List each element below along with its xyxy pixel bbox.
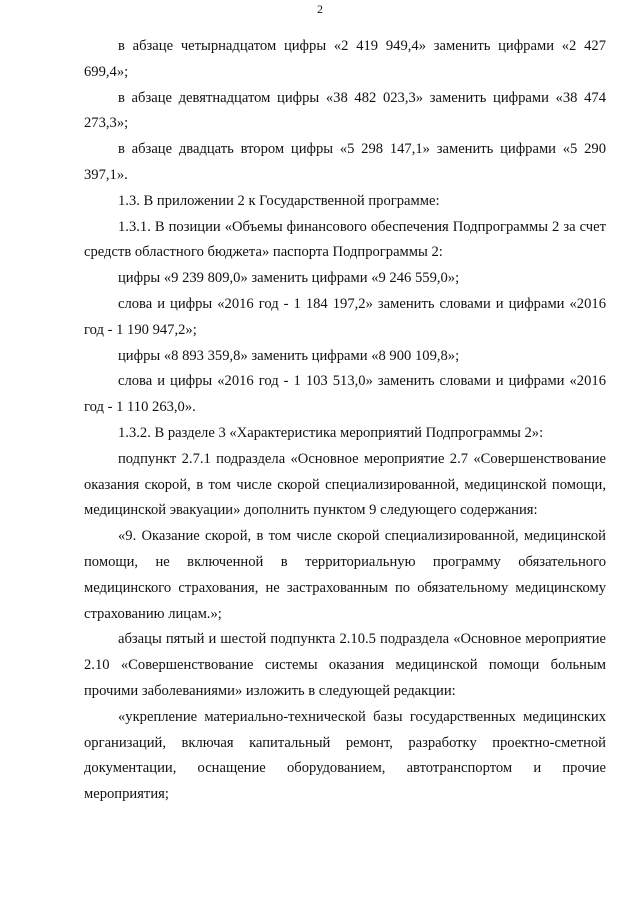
paragraph: 1.3.1. В позиции «Объемы финансового обеспечения Подпрограммы 2 за счет средств областного бюджета» паспорта Подпрограммы 2:: [84, 218, 606, 261]
paragraph: 1.3.2. В разделе 3 «Характеристика мероприятий Подпрограммы 2»:: [118, 424, 544, 441]
paragraph: в абзаце двадцать втором цифры «5 298 147,1» заменить цифрами «5 290 397,1».: [84, 141, 606, 183]
paragraph: 1.3. В приложении 2 к Государственной программе:: [118, 192, 440, 209]
paragraph: подпункт 2.7.1 подраздела «Основное мероприятие 2.7 «Совершенствование оказания скорой, в том числе скорой специализированной, медицинской помощи, медицинской эвакуации» дополнить пунктом 9 следующего содержания:: [84, 450, 606, 519]
paragraph: «9. Оказание скорой, в том числе скорой специализированной, медицинской помощи, не включенной в территориальную программу обязательного медицинского страхования, не застрахованным по обязательному медицинскому страхованию лицам.»;: [84, 528, 606, 622]
paragraph: абзацы пятый и шестой подпункта 2.10.5 подраздела «Основное мероприятие 2.10 «Совершенствование системы оказания медицинской помощи больным прочими заболеваниями» изложить в следующей редакции:: [84, 631, 606, 699]
paragraph: цифры «8 893 359,8» заменить цифрами «8 900 109,8»;: [118, 347, 460, 364]
paragraph: слова и цифры «2016 год - 1 184 197,2» заменить словами и цифрами «2016 год - 1 190 947,2»;: [84, 295, 606, 338]
paragraph: в абзаце девятнадцатом цифры «38 482 023,3» заменить цифрами «38 474 273,3»;: [84, 89, 606, 132]
page-number: 2: [317, 2, 323, 16]
paragraph: «укрепление материально-технической базы государственных медицинских организаций, включая капитальный ремонт, разработку проектно-сметной документации, оснащение оборудованием, автотранспортом и прочие мероприятия;: [84, 708, 606, 803]
paragraph: в абзаце четырнадцатом цифры «2 419 949,4» заменить цифрами «2 427 699,4»;: [84, 38, 606, 80]
paragraph: слова и цифры «2016 год - 1 103 513,0» заменить словами и цифрами «2016 год - 1 110 263,0».: [84, 373, 606, 416]
document-body: [84, 34, 606, 808]
paragraph: цифры «9 239 809,0» заменить цифрами «9 246 559,0»;: [118, 270, 460, 287]
